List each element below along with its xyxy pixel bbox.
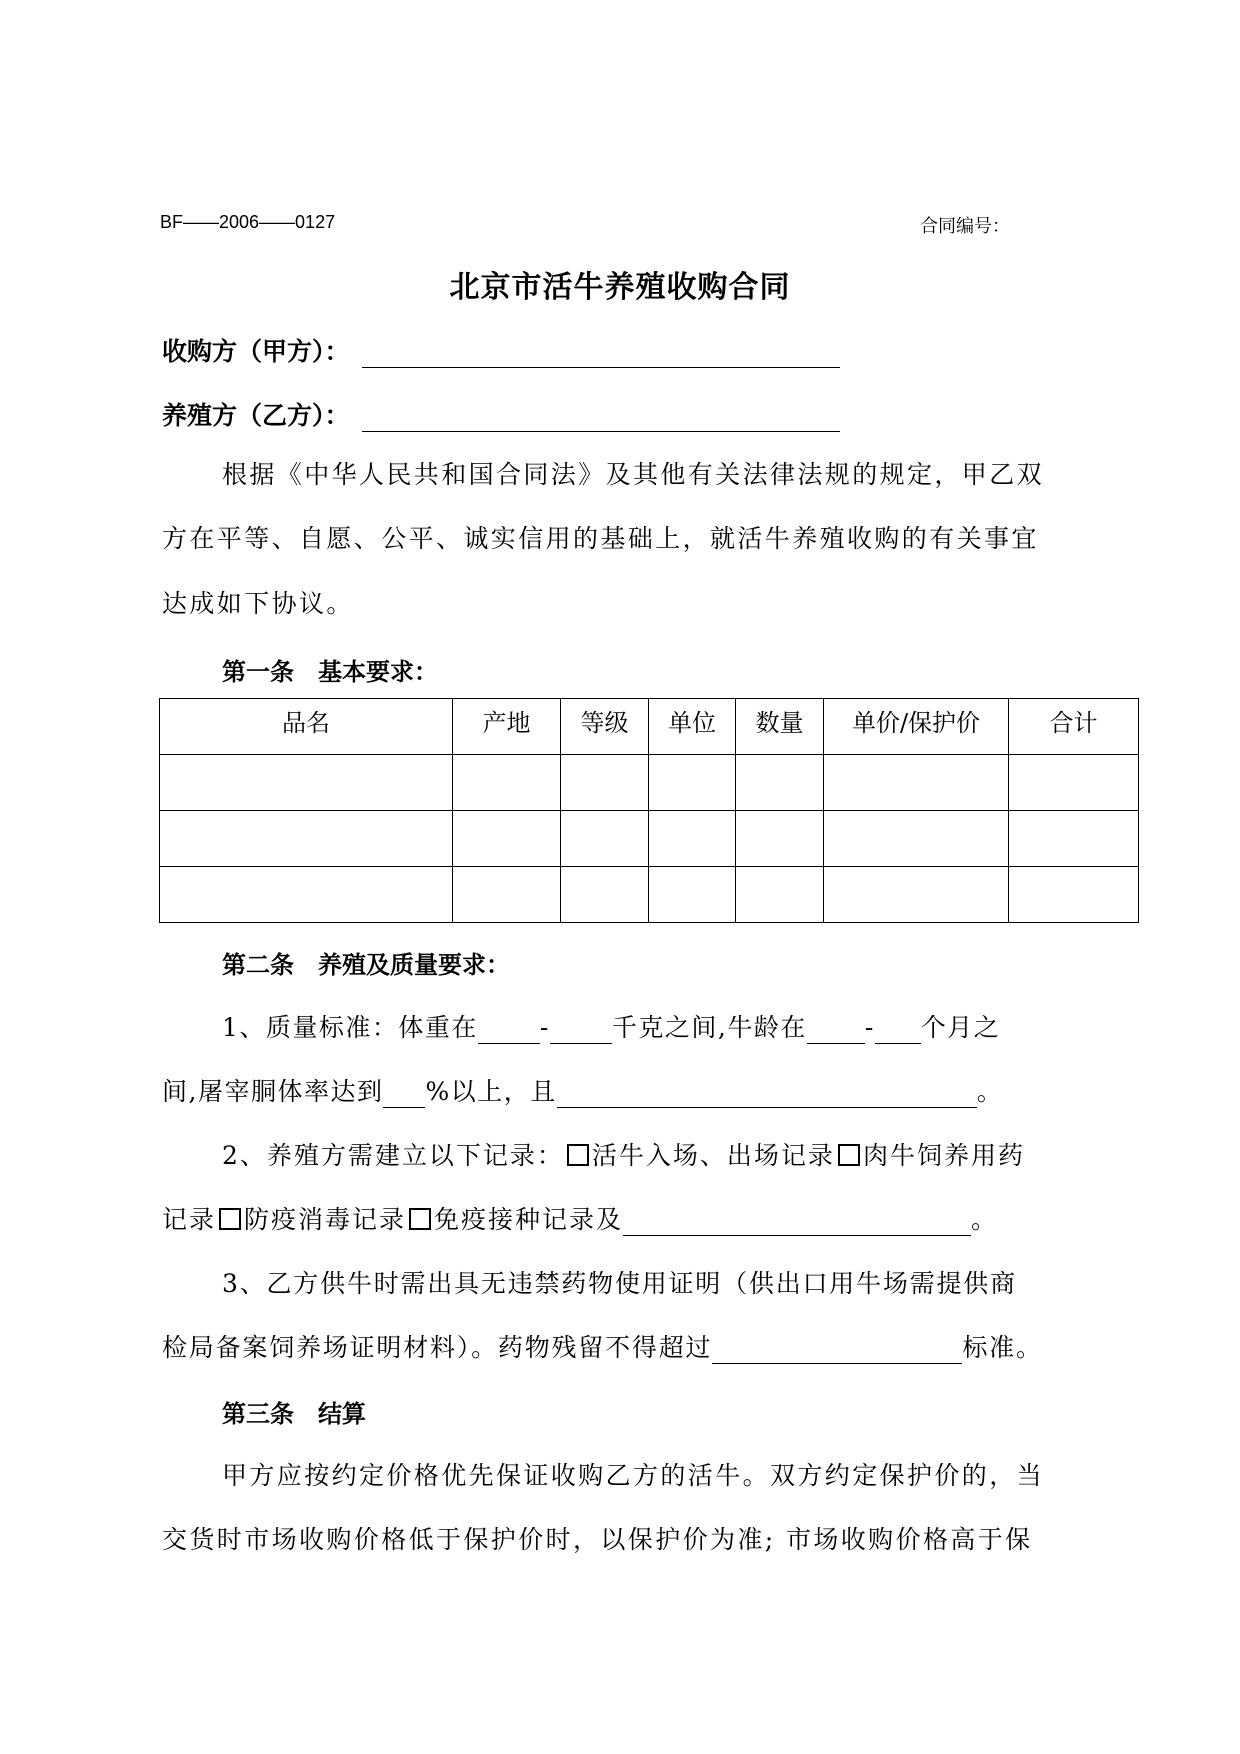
residue-standard-blank[interactable] [712,1339,962,1364]
table-cell[interactable] [649,811,736,867]
table-cell[interactable] [160,755,453,811]
contract-number-label: 合同编号： [920,216,1010,237]
table-row [160,755,1139,811]
header-unit-price: 单价/保护价 [824,699,1009,755]
age-min-blank[interactable] [807,1019,865,1044]
preamble-line-3: 达成如下协议。 [162,589,354,618]
record-vaccination-label: 免疫接种记录及 [434,1205,624,1234]
article-2-heading: 第二条 养殖及质量要求： [222,951,510,979]
residue-label: 检局备案饲养场证明材料）。药物残留不得超过 [162,1333,713,1362]
period: 。 [971,1205,999,1234]
extra-condition-blank[interactable] [557,1083,977,1108]
table-cell[interactable] [1009,755,1139,811]
table-cell[interactable] [561,811,649,867]
table-cell[interactable] [160,867,453,923]
table-cell[interactable] [1009,867,1139,923]
record-disinfection-label: 防疫消毒记录 [244,1205,407,1234]
weight-label: 1、质量标准：体重在 [222,1013,478,1042]
header-total: 合计 [1009,699,1139,755]
buyer-party-blank[interactable] [362,339,840,368]
age-dash: - [864,1013,875,1042]
table-cell[interactable] [736,755,824,811]
article-2-item-1-line-1 [222,1008,1000,1044]
breeder-party-blank[interactable] [362,403,840,432]
page-title: 北京市活牛养殖收购合同 [449,270,791,305]
record-medication-label: 肉牛饲养用药 [862,1141,1025,1170]
article-2-item-2-line-1 [222,1136,1025,1172]
carcass-rate-blank[interactable] [383,1083,425,1108]
table-cell[interactable] [736,867,824,923]
carcass-rate-label: 间,屠宰胴体率达到 [162,1077,384,1106]
record-checkbox-medication[interactable] [838,1144,860,1166]
table-cell[interactable] [736,811,824,867]
article-2-item-3-line-2 [162,1328,1043,1364]
table-cell[interactable] [824,867,1009,923]
record-checkbox-disinfection[interactable] [219,1208,241,1230]
breeder-party-label: 养殖方（乙方）： [162,401,350,430]
table-cell[interactable] [453,811,561,867]
record-entry-exit-label: 活牛入场、出场记录 [591,1141,835,1170]
table-cell[interactable] [824,811,1009,867]
buyer-party-label: 收购方（甲方）： [162,337,350,366]
table-row [160,811,1139,867]
breeder-party-row [162,396,840,432]
record-checkbox-entry-exit[interactable] [567,1144,589,1166]
basic-requirements-table [159,698,1139,923]
article-3-line-1: 甲方应按约定价格优先保证收购乙方的活牛。双方约定保护价的，当 [222,1461,1045,1490]
months-label: 个月之 [920,1013,1001,1042]
article-3-line-2: 交货时市场收购价格低于保护价时，以保护价为准; 市场收购价格高于保 [162,1525,1033,1554]
article-2-item-2-line-2 [162,1200,998,1236]
standard-label: 标准。 [962,1333,1043,1362]
records-label: 2、养殖方需建立以下记录： [222,1141,564,1170]
table-cell[interactable] [160,811,453,867]
buyer-party-row [162,332,840,368]
table-cell[interactable] [824,755,1009,811]
preamble-line-2: 方在平等、自愿、公平、诚实信用的基础上，就活牛养殖收购的有关事宜 [162,524,1039,553]
table-cell[interactable] [649,867,736,923]
document-code: BF——2006——0127 [160,212,336,232]
table-cell[interactable] [453,755,561,811]
record-checkbox-vaccination[interactable] [409,1208,431,1230]
table-cell[interactable] [561,867,649,923]
article-3-heading: 第三条 结算 [222,1400,366,1428]
other-records-blank[interactable] [623,1211,971,1236]
preamble-line-1: 根据《中华人民共和国合同法》及其他有关法律法规的规定，甲乙双 [222,460,1045,489]
header-origin: 产地 [453,699,561,755]
record-medication-label-cont: 记录 [162,1205,217,1234]
period: 。 [976,1077,1004,1106]
table-header-row [160,699,1139,755]
table-cell[interactable] [1009,811,1139,867]
age-max-blank[interactable] [875,1019,921,1044]
header-grade: 等级 [561,699,649,755]
weight-max-blank[interactable] [550,1019,612,1044]
header-unit: 单位 [649,699,736,755]
header-quantity: 数量 [736,699,824,755]
article-2-item-1-line-2 [162,1072,1003,1108]
article-1-heading: 第一条 基本要求： [222,658,438,686]
article-2-item-3-line-1: 3、乙方供牛时需出具无违禁药物使用证明（供出口用牛场需提供商 [222,1269,1017,1298]
table-row [160,867,1139,923]
table-cell[interactable] [453,867,561,923]
header-product-name: 品名 [160,699,453,755]
table-cell[interactable] [649,755,736,811]
weight-min-blank[interactable] [478,1019,540,1044]
percent-label: %以上，且 [425,1077,557,1106]
weight-dash: - [539,1013,550,1042]
age-label: 千克之间,牛龄在 [611,1013,807,1042]
table-cell[interactable] [561,755,649,811]
